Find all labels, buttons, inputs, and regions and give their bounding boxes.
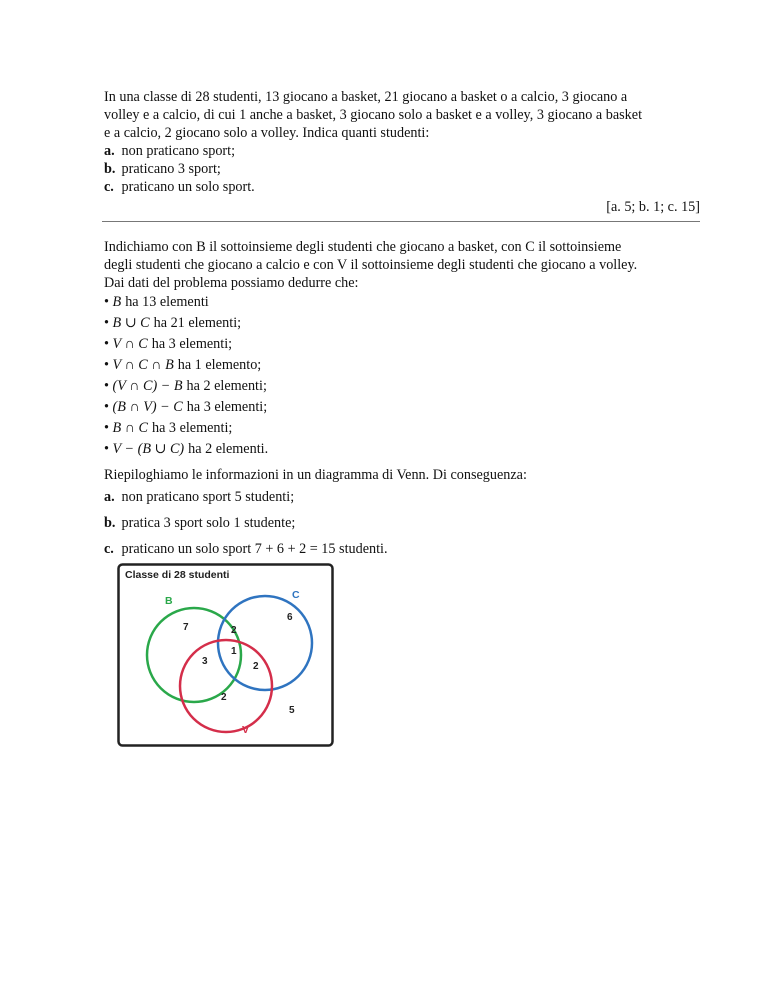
conclusion-text: pratica 3 sport solo 1 studente; xyxy=(121,515,296,531)
set-expression: B ∩ C xyxy=(112,420,148,436)
set-b-label: B xyxy=(165,595,173,607)
conclusion-label: c. xyxy=(104,541,114,557)
set-c-label: C xyxy=(292,589,300,601)
deduction-item: • V ∩ C ha 3 elementi; xyxy=(104,336,233,352)
solution-block xyxy=(104,238,704,562)
answer-key: [a. 5; b. 1; c. 15] xyxy=(606,199,700,215)
set-c-circle xyxy=(218,596,312,690)
deduction-item: • B ∪ C ha 21 elementi; xyxy=(104,315,242,331)
region-only-c: 6 xyxy=(287,612,293,623)
deduction-text: ha 2 elementi; xyxy=(186,378,267,394)
deduction-text: ha 3 elementi; xyxy=(151,336,233,352)
intro-line: Indichiamo con B il sottoinsieme degli studenti che giocano a basket, con C il sottoinsieme xyxy=(104,239,622,255)
deduction-text: ha 1 elemento; xyxy=(177,357,262,373)
set-expression: V ∩ C ∩ B xyxy=(112,357,174,373)
deduction-item: • (V ∩ C) − B ha 2 elementi; xyxy=(104,378,267,394)
region-only-v: 2 xyxy=(221,692,227,703)
deduction-item: • B ∩ C ha 3 elementi; xyxy=(104,420,233,436)
region-b-and-c: 2 xyxy=(231,625,237,636)
deduction-list xyxy=(104,292,704,460)
summary-line: Riepiloghiamo le informazioni in un diagramma di Venn. Di conseguenza: xyxy=(104,467,527,483)
set-expression: B ∪ C xyxy=(112,315,150,331)
set-expression: V ∩ C xyxy=(112,336,148,352)
deduction-item: • V ∩ C ∩ B ha 1 elemento; xyxy=(104,357,262,373)
question-text: non praticano sport; xyxy=(121,143,236,159)
solution-intro xyxy=(104,238,704,292)
section-divider xyxy=(102,221,700,222)
question-label: c. xyxy=(104,179,114,195)
problem-block xyxy=(104,88,700,216)
venn-svg xyxy=(117,563,334,747)
question-label: a. xyxy=(104,143,115,159)
set-expression: (V ∩ C) − B xyxy=(112,378,183,394)
question-item xyxy=(104,160,700,178)
venn-title: Classe di 28 studenti xyxy=(125,569,230,581)
question-list xyxy=(104,142,700,196)
venn-frame xyxy=(119,565,333,746)
region-b-and-v: 3 xyxy=(202,656,208,667)
conclusion-item xyxy=(104,510,704,536)
problem-line: e a calcio, 2 giocano solo a volley. Indica quanti studenti: xyxy=(104,125,430,141)
deduction-text: ha 3 elementi; xyxy=(186,399,268,415)
set-expression: V − (B ∪ C) xyxy=(112,441,185,457)
set-expression: B xyxy=(112,294,122,310)
conclusion-item xyxy=(104,536,704,562)
question-text: praticano un solo sport. xyxy=(121,179,255,195)
problem-line: volley e a calcio, di cui 1 anche a basket, 3 giocano solo a basket e a volley, 3 giocano a basket xyxy=(104,107,643,123)
intro-line: Dai dati del problema possiamo dedurre che: xyxy=(104,275,359,291)
deduction-item: • (B ∩ V) − C ha 3 elementi; xyxy=(104,399,268,415)
region-c-and-v: 2 xyxy=(253,661,259,672)
conclusion-text: praticano un solo sport xyxy=(121,541,252,557)
conclusion-text: non praticano sport 5 studenti; xyxy=(121,489,295,505)
region-none: 5 xyxy=(289,705,295,716)
problem-line: In una classe di 28 studenti, 13 giocano a basket, 21 giocano a basket o a calcio, 3 giocano a xyxy=(104,89,628,105)
conclusion-label: a. xyxy=(104,489,115,505)
region-all-three: 1 xyxy=(231,646,237,657)
deduction-text: ha 2 elementi. xyxy=(188,441,269,457)
conclusion-tail: studenti. xyxy=(339,541,388,557)
deduction-text: ha 21 elementi; xyxy=(153,315,242,331)
question-item xyxy=(104,142,700,160)
deduction-text: ha 3 elementi; xyxy=(151,420,233,436)
problem-text xyxy=(104,88,700,142)
set-b-circle xyxy=(147,608,241,702)
region-only-b: 7 xyxy=(183,622,189,633)
deduction-item: • B ha 13 elementi xyxy=(104,294,209,310)
deduction-text: ha 13 elementi xyxy=(125,294,209,310)
question-label: b. xyxy=(104,161,116,177)
set-expression: (B ∩ V) − C xyxy=(112,399,183,415)
set-v-label: V xyxy=(242,724,250,736)
question-item xyxy=(104,178,700,196)
set-v-circle xyxy=(180,640,272,732)
conclusion-item xyxy=(104,484,704,510)
deduction-item: • V − (B ∪ C) ha 2 elementi. xyxy=(104,441,269,457)
sum-expression: 7 + 6 + 2 = 15 xyxy=(254,541,336,557)
conclusion-block xyxy=(104,466,704,562)
venn-diagram xyxy=(117,563,334,747)
conclusion-label: b. xyxy=(104,515,116,531)
question-text: praticano 3 sport; xyxy=(121,161,221,177)
intro-line: degli studenti che giocano a calcio e con V il sottoinsieme degli studenti che giocano a volley. xyxy=(104,257,638,273)
